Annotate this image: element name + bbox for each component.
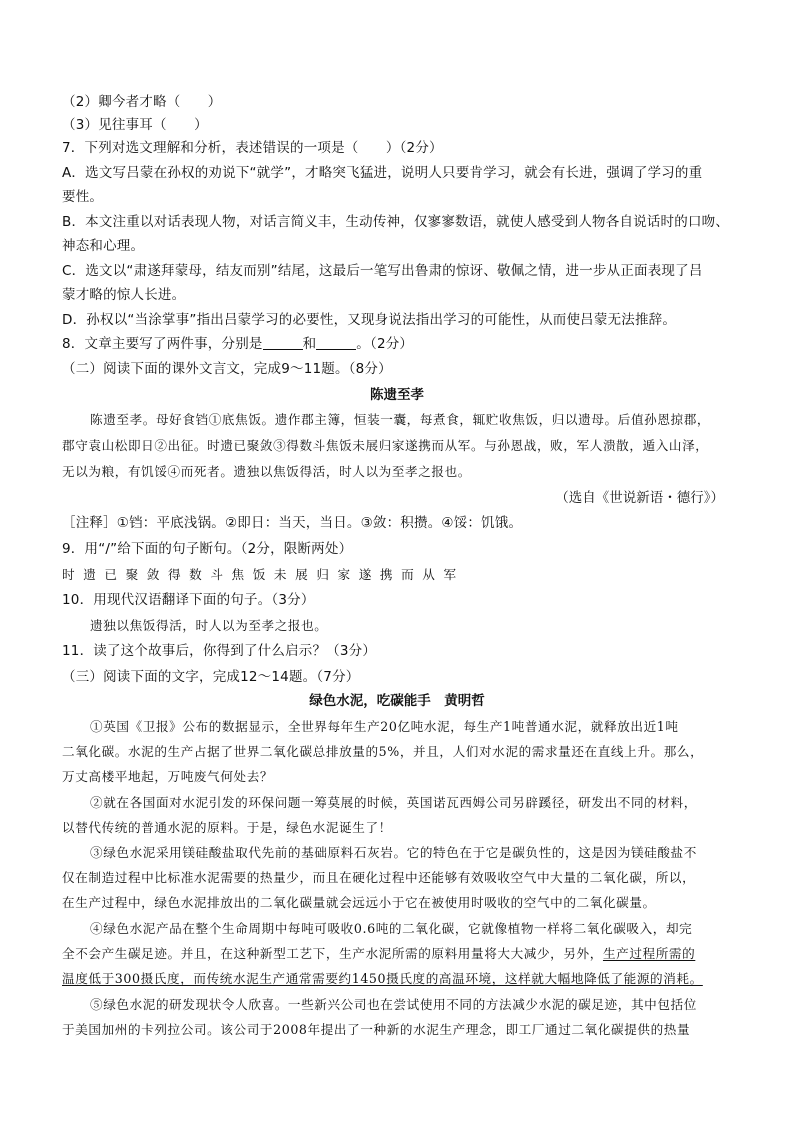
question-9-sentence: 时遗已聚敛得数斗焦饭未展归家遂携而从军 (62, 567, 465, 582)
option-b-line-1: B．本文注重以对话表现人物，对话言简义丰，生动传神，仅寥寥数语，就使人感受到人物各自说话时的口吻、 (62, 214, 730, 230)
passage-2-line-1: 陈遗至孝。母好食铛①底焦饭。遗作郡主簿，恒装一囊，每煮食，辄贮收焦饭，归以遗母。后值孙恩掠郡， (90, 412, 711, 427)
passage-2-line-2: 郡守袁山松即日②出征。时遗已聚敛③得数斗焦饭未展归家遂携而从军。与孙恩战，败，军人溃散，遁入山泽， (62, 438, 709, 453)
question-8-and: 和 (302, 336, 317, 352)
question-7: 7．下列对选文理解和分析，表述错误的一项是（ ）（2分） (62, 140, 443, 156)
para-4-line-1: ④绿色水泥产品在整个生命周期中每吨可吸收0.6吨的二氧化碳，它就像植物一样将二氧化碳吸入，却完 (90, 921, 693, 936)
passage-2-title: 陈遗至孝 (370, 387, 424, 403)
option-c-line-2: 蒙才略的惊人长进。 (62, 287, 186, 303)
para-2-line-1: ②就在各国面对水泥引发的环保问题一筹莫展的时候，英国诺瓦西姆公司另辟蹊径，研发出不同的材料， (90, 795, 697, 810)
question-10-sentence: 遗独以焦饭得活，时人以为至孝之报也。 (90, 618, 328, 633)
question-10: 10．用现代汉语翻译下面的句子。（3分） (62, 592, 315, 608)
para-1-line-1: ①英国《卫报》公布的数据显示，全世界每年生产20亿吨水泥，每生产1吨普通水泥，就释放出近1吨 (90, 719, 679, 734)
para-4-line-2-text: 全不会产生碳足迹。并且，在这种新型工艺下，生产水泥所需的原料用量将大大减少，另外， (62, 946, 603, 961)
question-6-item-2: （2）卿今者才略（ ） (62, 94, 222, 110)
question-8-score: 。（2分） (356, 336, 414, 352)
question-11: 11．读了这个故事后，你得到了什么启示？（3分） (62, 643, 377, 659)
annotations: ［注释］①铛：平底浅锅。②即日：当天，当日。③敛：积攒。④馁：饥饿。 (62, 515, 523, 531)
para-3-line-3: 在生产过程中，绿色水泥排放出的二氧化碳量就会远远小于它在被使用时吸收的空气中的二氧化碳量。 (62, 895, 656, 910)
para-2-line-2: 以替代传统的普通水泥的原料。于是，绿色水泥诞生了！ (62, 820, 392, 835)
option-a-line-1: A．选文写吕蒙在孙权的劝说下“就学”，才略突飞猛进，说明人只要肯学习，就会有长进，强调了学习的重 (62, 165, 703, 181)
section-2-heading: （二）阅读下面的课外文言文，完成9～11题。（8分） (62, 361, 392, 377)
answer-blank-2[interactable] (316, 335, 356, 350)
option-c-line-1: C．选文以“肃遂拜蒙母，结友而别”结尾，这最后一笔写出鲁肃的惊讶、敬佩之情，进一步从正面表现了吕 (62, 263, 703, 279)
underlined-phrase-1: 生产过程所需的 (602, 946, 696, 961)
option-b-line-2: 神态和心理。 (62, 238, 145, 254)
para-5-line-2: 于美国加州的卡列拉公司。该公司于2008年提出了一种新的水泥生产理念，即工厂通过二氧化碳提供的热量 (62, 1022, 691, 1037)
para-1-line-3: 万丈高楼平地起，万吨废气何处去？ (62, 769, 274, 784)
para-5-line-1: ⑤绿色水泥的研发现状令人欣喜。一些新兴公司也在尝试使用不同的方法减少水泥的碳足迹，其中包括位 (90, 997, 697, 1012)
option-a-line-2: 要性。 (62, 189, 104, 205)
para-1-line-2: 二氧化碳。水泥的生产占据了世界二氧化碳总排放量的5%，并且，人们对水泥的需求量还在直线上升。那么， (62, 744, 704, 759)
question-6-item-3: （3）见往事耳（ ） (62, 117, 208, 133)
para-4-line-2 (62, 945, 738, 963)
underlined-phrase-2: 温度低于300摄氏度，而传统水泥生产通常需要约1450摄氏度的高温环境，这样就大幅地降低了能源的消耗。 (62, 971, 703, 986)
section-3-heading: （三）阅读下面的文字，完成12～14题。（7分） (62, 669, 360, 685)
question-8-prompt: 8．文章主要写了两件事，分别是 (62, 336, 263, 352)
answer-blank-1[interactable] (263, 335, 303, 350)
question-8 (62, 335, 738, 353)
passage-2-source: （选自《世说新语・德行》） (555, 490, 724, 506)
para-3-line-1: ③绿色水泥采用镁硅酸盐取代先前的基础原料石灰岩。它的特色在于它是碳负性的，这是因为镁硅酸盐不 (90, 845, 697, 860)
passage-2-line-3: 无以为粮，有饥馁④而死者。遗独以焦饭得活，时人以为至孝之报也。 (62, 464, 472, 479)
option-d: D．孙权以“当涂掌事”指出吕蒙学习的必要性，又现身说法指出学习的可能性，从而使吕蒙无法推辞。 (62, 312, 677, 328)
question-9: 9．用“/”给下面的句子断句。（2分，限断两处） (62, 541, 353, 557)
passage-3-title: 绿色水泥，吃碳能手 黄明哲 (309, 693, 485, 709)
para-3-line-2: 仅在制造过程中比标准水泥需要的热量少，而且在硬化过程中还能够有效吸收空气中大量的二氧化碳，所以， (62, 870, 696, 885)
